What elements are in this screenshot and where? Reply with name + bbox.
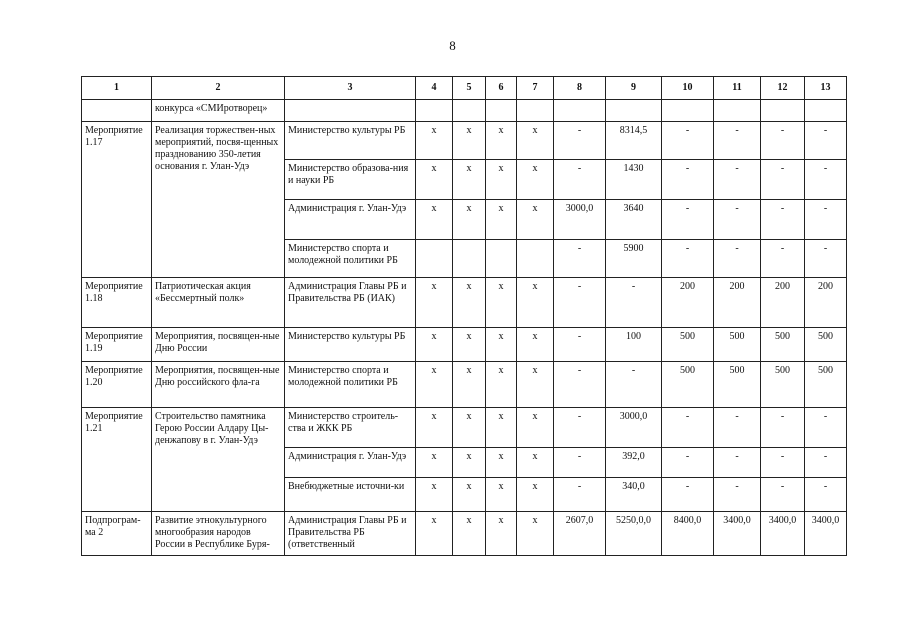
header-cell: 12 (761, 77, 805, 100)
value-cell: х (453, 362, 486, 408)
item-name-cell: Патриотическая акция «Бессмертный полк» (152, 278, 285, 328)
continuation-cell (486, 100, 517, 122)
header-row (82, 77, 847, 100)
item-name-cell: Мероприятия, посвящен-ные Дню России (152, 328, 285, 362)
value-cell: - (606, 362, 662, 408)
header-cell: 3 (285, 77, 416, 100)
item-code-cell: Мероприятие 1.17 (82, 122, 152, 278)
value-cell: - (761, 478, 805, 512)
value-cell: 3400,0 (714, 512, 761, 556)
value-cell: х (486, 328, 517, 362)
header-cell: 8 (554, 77, 606, 100)
value-cell: - (714, 122, 761, 160)
item-code-cell: Мероприятие 1.21 (82, 408, 152, 512)
executor-cell: Администрация г. Улан-Удэ (285, 448, 416, 478)
value-cell: - (761, 160, 805, 200)
value-cell: х (486, 448, 517, 478)
value-cell: х (416, 278, 453, 328)
value-cell: 100 (606, 328, 662, 362)
value-cell: 3640 (606, 200, 662, 240)
value-cell: 3400,0 (761, 512, 805, 556)
item-name-cell: Реализация торжествен-ных мероприятий, посвя-щенных празднованию 350-летия основания г. Улан-Удэ (152, 122, 285, 278)
value-cell: х (416, 160, 453, 200)
value-cell: - (805, 200, 847, 240)
value-cell: х (517, 448, 554, 478)
value-cell: 500 (662, 328, 714, 362)
continuation-name-cell: конкурса «СМИротворец» (152, 100, 285, 122)
header-cell: 4 (416, 77, 453, 100)
value-cell: 200 (714, 278, 761, 328)
continuation-row (82, 100, 847, 122)
value-cell: - (761, 408, 805, 448)
executor-cell: Министерство культуры РБ (285, 328, 416, 362)
value-cell: 500 (805, 362, 847, 408)
value-cell: х (453, 200, 486, 240)
value-cell: х (517, 122, 554, 160)
value-cell: х (416, 408, 453, 448)
value-cell: - (662, 478, 714, 512)
executor-cell: Администрация Главы РБ и Правительства РБ (ИАК) (285, 278, 416, 328)
value-cell: 1430 (606, 160, 662, 200)
executor-cell: Министерство образова-ния и науки РБ (285, 160, 416, 200)
value-cell: - (662, 448, 714, 478)
value-cell: - (805, 240, 847, 278)
value-cell: х (486, 408, 517, 448)
table-row (82, 122, 847, 160)
item-name-cell: Развитие этнокультурного многообразия народов России в Республике Буря- (152, 512, 285, 556)
value-cell: 5250,0,0 (606, 512, 662, 556)
value-cell: х (486, 362, 517, 408)
value-cell: 2607,0 (554, 512, 606, 556)
continuation-cell (285, 100, 416, 122)
executor-cell: Внебюджетные источни-ки (285, 478, 416, 512)
value-cell: 200 (662, 278, 714, 328)
header-cell: 2 (152, 77, 285, 100)
continuation-cell (416, 100, 453, 122)
value-cell: х (517, 160, 554, 200)
value-cell: х (517, 512, 554, 556)
value-cell: - (662, 160, 714, 200)
executor-cell: Министерство строитель-ства и ЖКК РБ (285, 408, 416, 448)
value-cell: 500 (662, 362, 714, 408)
continuation-cell (761, 100, 805, 122)
executor-cell: Министерство культуры РБ (285, 122, 416, 160)
value-cell: - (805, 122, 847, 160)
value-cell: 3400,0 (805, 512, 847, 556)
value-cell: х (486, 512, 517, 556)
value-cell: - (714, 448, 761, 478)
value-cell: х (416, 328, 453, 362)
value-cell: - (554, 408, 606, 448)
value-cell: х (486, 278, 517, 328)
table-row (82, 362, 847, 408)
value-cell: - (714, 478, 761, 512)
header-cell: 11 (714, 77, 761, 100)
continuation-code-cell (82, 100, 152, 122)
value-cell: 3000,0 (606, 408, 662, 448)
program-table (81, 76, 847, 556)
value-cell: 500 (714, 362, 761, 408)
header-cell: 5 (453, 77, 486, 100)
value-cell: 200 (805, 278, 847, 328)
executor-cell: Министерство спорта и молодежной политики РБ (285, 362, 416, 408)
continuation-cell (517, 100, 554, 122)
value-cell: - (662, 200, 714, 240)
value-cell: - (554, 328, 606, 362)
value-cell: 8400,0 (662, 512, 714, 556)
item-code-cell: Мероприятие 1.18 (82, 278, 152, 328)
value-cell: - (761, 200, 805, 240)
value-cell: х (517, 408, 554, 448)
value-cell: х (517, 362, 554, 408)
value-cell: 500 (761, 328, 805, 362)
table-row (82, 328, 847, 362)
value-cell: х (453, 278, 486, 328)
continuation-cell (453, 100, 486, 122)
value-cell: 500 (761, 362, 805, 408)
value-cell: 5900 (606, 240, 662, 278)
value-cell: - (805, 448, 847, 478)
continuation-cell (805, 100, 847, 122)
value-cell: х (453, 122, 486, 160)
header-cell: 6 (486, 77, 517, 100)
value-cell: х (416, 512, 453, 556)
continuation-cell (554, 100, 606, 122)
value-cell: - (761, 122, 805, 160)
value-cell: х (486, 478, 517, 512)
value-cell: х (486, 200, 517, 240)
value-cell: 392,0 (606, 448, 662, 478)
value-cell: х (453, 448, 486, 478)
item-code-cell: Подпрограм-ма 2 (82, 512, 152, 556)
value-cell: - (554, 362, 606, 408)
value-cell: - (554, 278, 606, 328)
value-cell: х (453, 328, 486, 362)
value-cell: - (554, 448, 606, 478)
value-cell: - (761, 240, 805, 278)
value-cell: - (662, 408, 714, 448)
page-number: 8 (449, 38, 456, 53)
table-row (82, 512, 847, 556)
value-cell: х (453, 478, 486, 512)
value-cell: х (416, 362, 453, 408)
executor-cell: Администрация Главы РБ и Правительства РБ (ответственный (285, 512, 416, 556)
value-cell: х (416, 200, 453, 240)
header-cell: 1 (82, 77, 152, 100)
value-cell: - (554, 240, 606, 278)
item-code-cell: Мероприятие 1.19 (82, 328, 152, 362)
value-cell: - (761, 448, 805, 478)
value-cell: х (486, 160, 517, 200)
value-cell: - (606, 278, 662, 328)
value-cell: - (805, 478, 847, 512)
value-cell: - (554, 478, 606, 512)
value-cell (416, 240, 453, 278)
value-cell: х (517, 328, 554, 362)
header-cell: 13 (805, 77, 847, 100)
value-cell: 500 (714, 328, 761, 362)
item-code-cell: Мероприятие 1.20 (82, 362, 152, 408)
item-name-cell: Строительство памятника Герою России Алдару Цы-денжапову в г. Улан-Удэ (152, 408, 285, 512)
value-cell: 340,0 (606, 478, 662, 512)
continuation-cell (606, 100, 662, 122)
value-cell: х (416, 122, 453, 160)
value-cell (486, 240, 517, 278)
value-cell (517, 240, 554, 278)
value-cell: х (453, 512, 486, 556)
value-cell: х (486, 122, 517, 160)
value-cell: 8314,5 (606, 122, 662, 160)
value-cell: - (714, 240, 761, 278)
value-cell: х (517, 278, 554, 328)
header-cell: 10 (662, 77, 714, 100)
table-row (82, 278, 847, 328)
continuation-cell (662, 100, 714, 122)
value-cell (453, 240, 486, 278)
value-cell: х (416, 448, 453, 478)
value-cell: х (453, 160, 486, 200)
header-cell: 9 (606, 77, 662, 100)
value-cell: - (554, 160, 606, 200)
continuation-cell (714, 100, 761, 122)
value-cell: - (714, 160, 761, 200)
value-cell: - (714, 200, 761, 240)
table-row (82, 408, 847, 448)
value-cell: х (453, 408, 486, 448)
value-cell: 200 (761, 278, 805, 328)
value-cell: х (517, 200, 554, 240)
executor-cell: Администрация г. Улан-Удэ (285, 200, 416, 240)
value-cell: х (517, 478, 554, 512)
executor-cell: Министерство спорта и молодежной политики РБ (285, 240, 416, 278)
value-cell: х (416, 478, 453, 512)
value-cell: 500 (805, 328, 847, 362)
value-cell: - (662, 240, 714, 278)
value-cell: - (714, 408, 761, 448)
value-cell: - (662, 122, 714, 160)
item-name-cell: Мероприятия, посвящен-ные Дню российского фла-га (152, 362, 285, 408)
header-cell: 7 (517, 77, 554, 100)
value-cell: - (805, 408, 847, 448)
value-cell: 3000,0 (554, 200, 606, 240)
value-cell: - (554, 122, 606, 160)
value-cell: - (805, 160, 847, 200)
